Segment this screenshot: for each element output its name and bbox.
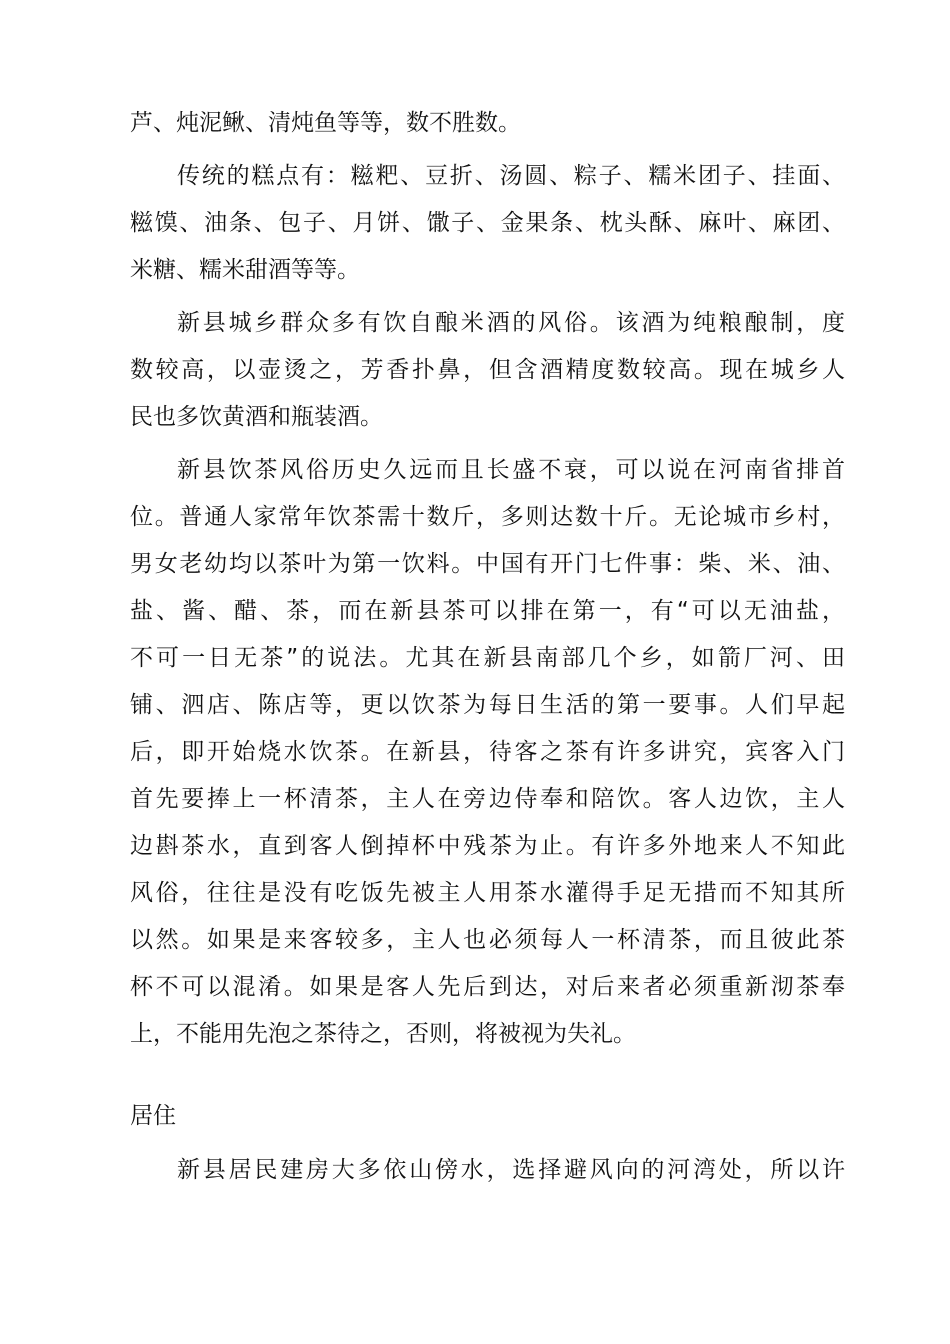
text-line: 糍馍、油条、包子、月饼、馓子、金果条、枕头酥、麻叶、麻团、 [130, 210, 845, 236]
text-line: 民也多饮黄酒和瓶装酒。 [130, 404, 383, 430]
text-line: 数较高，以壶烫之，芳香扑鼻，但含酒精度数较高。现在城乡人 [130, 357, 845, 383]
text-line: 首先要捧上一杯清茶，主人在旁边侍奉和陪饮。客人边饮，主人 [130, 786, 845, 812]
paragraph-first-line: 新县饮茶风俗历史久远而且长盛不衰，可以说在河南省排首 [177, 457, 845, 483]
text-line: 后，即开始烧水饮茶。在新县，待客之茶有许多讲究，宾客入门 [130, 739, 845, 765]
text-line: 风俗，往往是没有吃饭先被主人用茶水灌得手足无措而不知其所 [130, 880, 845, 906]
section-heading: 居住 [130, 1103, 176, 1129]
text-line: 铺、泗店、陈店等，更以饮茶为每日生活的第一要事。人们早起 [130, 692, 845, 718]
text-line: 上，不能用先泡之茶待之，否则，将被视为失礼。 [130, 1021, 636, 1047]
text-line: 男女老幼均以茶叶为第一饮料。中国有开门七件事：柴、米、油、 [130, 551, 845, 577]
text-line: 边斟茶水，直到客人倒掉杯中残茶为止。有许多外地来人不知此 [130, 833, 845, 859]
text-line: 不可一日无茶”的说法。尤其在新县南部几个乡，如箭厂河、田 [130, 645, 845, 671]
paragraph-first-line: 新县居民建房大多依山傍水，选择避风向的河湾处，所以许 [177, 1157, 845, 1183]
paragraph-first-line: 新县城乡群众多有饮自酿米酒的风俗。该酒为纯粮酿制，度 [177, 310, 845, 336]
text-line: 盐、酱、醋、茶，而在新县茶可以排在第一，有“可以无油盐， [130, 598, 845, 624]
paragraph-first-line: 传统的糕点有：糍粑、豆折、汤圆、粽子、糯米团子、挂面、 [177, 163, 845, 189]
text-line: 芦、炖泥鳅、清炖鱼等等，数不胜数。 [130, 110, 521, 136]
text-line: 以然。如果是来客较多，主人也必须每人一杯清茶，而且彼此茶 [130, 927, 845, 953]
text-line: 位。普通人家常年饮茶需十数斤，多则达数十斤。无论城市乡村， [130, 504, 845, 530]
text-line: 杯不可以混淆。如果是客人先后到达，对后来者必须重新沏茶奉 [130, 974, 845, 1000]
text-line: 米糖、糯米甜酒等等。 [130, 257, 360, 283]
